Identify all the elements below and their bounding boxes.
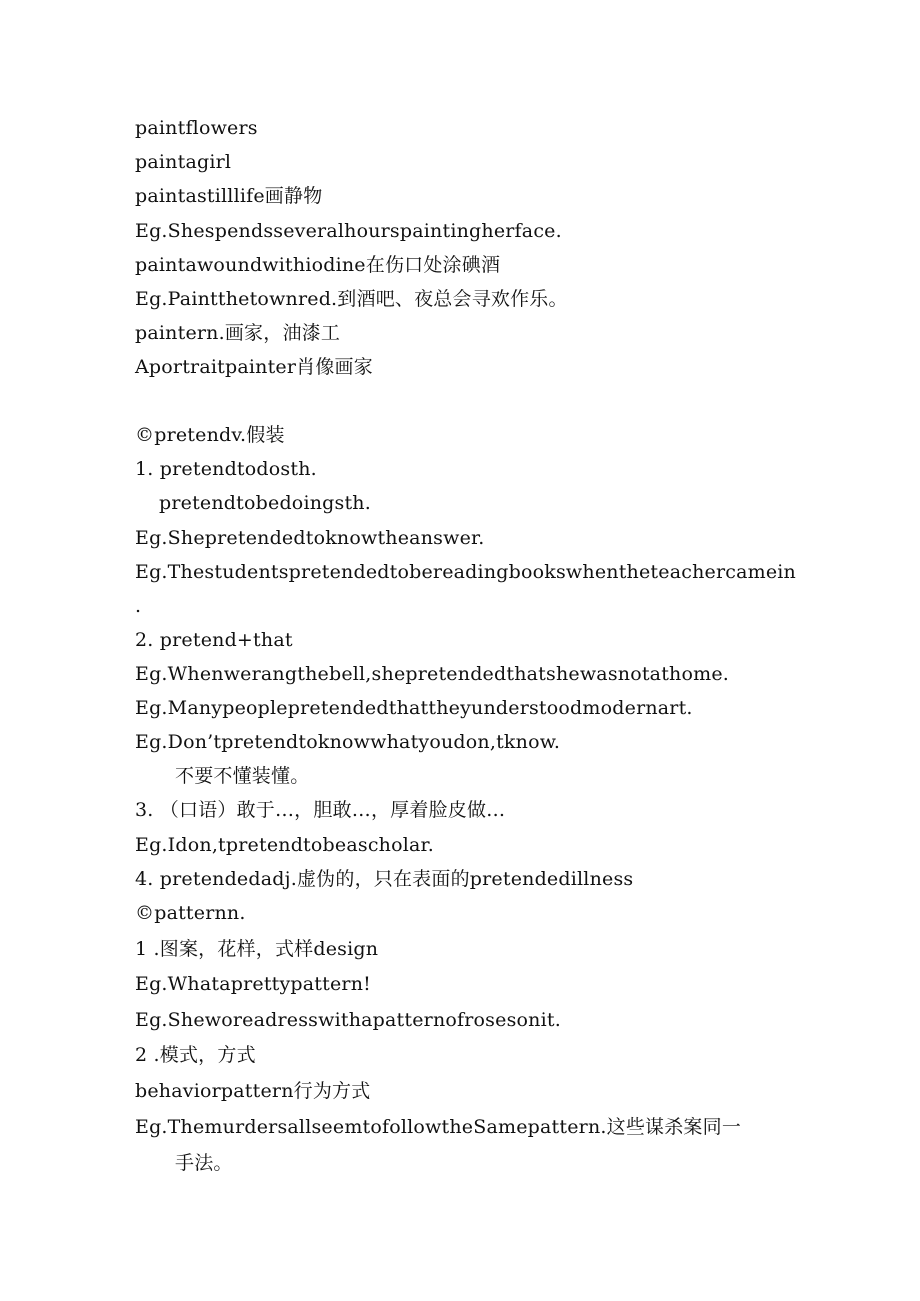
translation-line: 不要不懂装懂。	[175, 765, 310, 787]
text-line: .	[135, 595, 142, 617]
example-sentence: Eg.Whenwerangthebell,shepretendedthatshewasnotathome.	[135, 663, 730, 685]
text-line: paintern.画家，油漆工	[135, 322, 341, 344]
numbered-item: 2 .模式，方式	[135, 1044, 256, 1066]
text-line: paintagirl	[135, 151, 232, 173]
example-sentence: Eg.Sheworeadresswithapatternofrosesonit.	[135, 1009, 561, 1031]
entry-heading-pretend: ©pretendv.假装	[135, 424, 285, 446]
numbered-item: 1. pretendtodosth.	[135, 458, 317, 480]
example-sentence: Eg.Thestudentspretendedtobereadingbookswhentheteachercamein	[135, 561, 796, 583]
numbered-item: 2. pretend+that	[135, 629, 293, 651]
text-line: paintflowers	[135, 117, 258, 139]
example-sentence: Eg.Paintthetownred.到酒吧、夜总会寻欢作乐。	[135, 288, 568, 310]
translation-line: 手法。	[175, 1152, 233, 1174]
example-sentence: Eg.Don’tpretendtoknowwhatyoudon,tknow.	[135, 731, 561, 753]
numbered-item: 1 .图案，花样，式样design	[135, 938, 379, 960]
example-sentence: Eg.Shepretendedtoknowtheanswer.	[135, 527, 485, 549]
text-line: Aportraitpainter肖像画家	[135, 356, 373, 378]
text-line: paintawoundwithiodine在伤口处涂碘酒	[135, 254, 501, 276]
text-line: behaviorpattern行为方式	[135, 1080, 371, 1102]
text-line: paintastilllife画静物	[135, 185, 323, 207]
numbered-item: 4. pretendedadj.虚伪的，只在表面的pretendedillness	[135, 868, 634, 890]
text-line: pretendtobedoingsth.	[159, 492, 371, 514]
entry-heading-pattern: ©patternn.	[135, 902, 246, 924]
numbered-item: 3. （口语）敢于…，胆敢…，厚着脸皮做…	[135, 799, 506, 821]
example-sentence: Eg.Shespendsseveralhourspaintingherface.	[135, 220, 562, 242]
example-sentence: Eg.ThemurdersallseemtofollowtheSamepattern.这些谋杀案同一	[135, 1116, 742, 1138]
example-sentence: Eg.Idon,tpretendtobeascholar.	[135, 834, 434, 856]
example-sentence: Eg.Whataprettypattern!	[135, 973, 371, 995]
example-sentence: Eg.Manypeoplepretendedthattheyunderstoodmodernart.	[135, 697, 693, 719]
